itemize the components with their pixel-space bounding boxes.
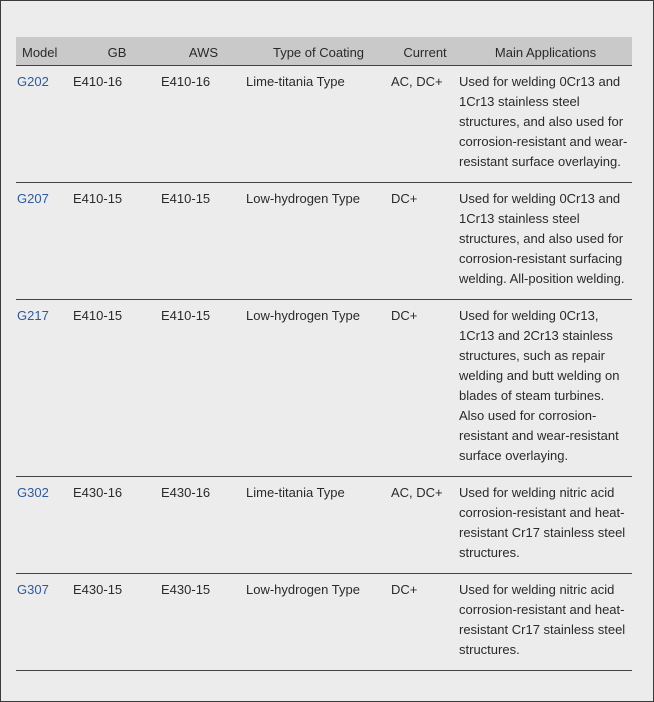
cell-aws: E410-16: [161, 74, 211, 89]
header-applications: Main Applications: [459, 38, 632, 66]
table-row: [16, 66, 632, 183]
table-body: [16, 66, 632, 671]
header-aws: AWS: [161, 38, 246, 66]
cell-applications: Used for welding 0Cr13 and 1Cr13 stainless steel structures, and also used for corrosion-resistant surfacing welding. All-position welding.: [459, 191, 625, 286]
table-row: [16, 477, 632, 574]
cell-model: [16, 300, 73, 477]
cell-coating: Low-hydrogen Type: [246, 308, 360, 323]
cell-applications: Used for welding 0Cr13, 1Cr13 and 2Cr13 stainless structures, such as repair welding and butt welding on blades of steam turbines. Also used for corrosion-resistant and wear-resistant surface overlaying.: [459, 308, 620, 463]
table-header: [16, 38, 632, 66]
cell-applications: Used for welding nitric acid corrosion-resistant and heat-resistant Cr17 stainless steel structures.: [459, 485, 626, 560]
header-model: Model: [16, 38, 73, 66]
model-link-g217[interactable]: G217: [17, 308, 49, 323]
model-link-g207[interactable]: G207: [17, 191, 49, 206]
model-link-g302[interactable]: G302: [17, 485, 49, 500]
cell-gb: E410-15: [73, 191, 123, 206]
model-link-g307[interactable]: G307: [17, 582, 49, 597]
cell-model: [16, 477, 73, 574]
cell-applications: Used for welding nitric acid corrosion-resistant and heat-resistant Cr17 stainless steel structures.: [459, 582, 626, 657]
cell-coating: Low-hydrogen Type: [246, 582, 360, 597]
cell-current: AC, DC+: [391, 74, 443, 89]
cell-current: DC+: [391, 191, 418, 206]
cell-aws: E430-15: [161, 582, 211, 597]
header-gb: GB: [73, 38, 161, 66]
cell-gb: E430-16: [73, 485, 123, 500]
cell-gb: E410-15: [73, 308, 123, 323]
cell-aws: E410-15: [161, 308, 211, 323]
cell-model: [16, 66, 73, 183]
cell-coating: Lime-titania Type: [246, 74, 345, 89]
cell-model: [16, 183, 73, 300]
cell-coating: Low-hydrogen Type: [246, 191, 360, 206]
cell-aws: E430-16: [161, 485, 211, 500]
header-current: Current: [391, 38, 459, 66]
cell-gb: E430-15: [73, 582, 123, 597]
cell-aws: E410-15: [161, 191, 211, 206]
cell-current: DC+: [391, 582, 418, 597]
table-row: [16, 183, 632, 300]
header-coating: Type of Coating: [246, 38, 391, 66]
cell-applications: Used for welding 0Cr13 and 1Cr13 stainless steel structures, and also used for corrosion-resistant and wear-resistant surface overlaying.: [459, 74, 628, 169]
header-row: [16, 38, 632, 66]
cell-coating: Lime-titania Type: [246, 485, 345, 500]
cell-current: DC+: [391, 308, 418, 323]
table-row: [16, 300, 632, 477]
cell-current: AC, DC+: [391, 485, 443, 500]
model-link-g202[interactable]: G202: [17, 74, 49, 89]
electrode-table: [16, 37, 632, 671]
cell-gb: E410-16: [73, 74, 123, 89]
table-row: [16, 574, 632, 671]
cell-model: [16, 574, 73, 671]
